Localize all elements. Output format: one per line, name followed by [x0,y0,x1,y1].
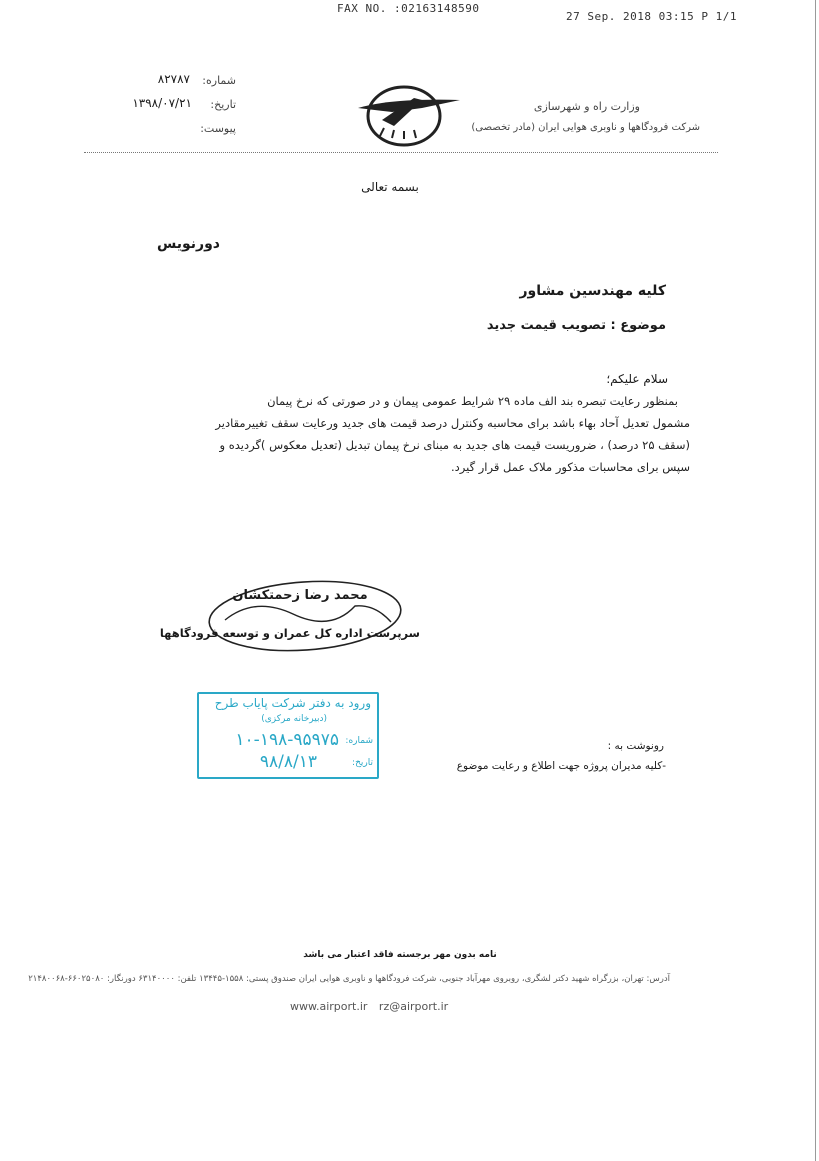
date-label: تاریخ: [210,98,236,111]
body-line: سپس برای محاسبات مذکور ملاک عمل قرار گیرد. [451,460,690,474]
fax-timestamp: 27 Sep. 2018 03:15 P 1/1 [566,10,737,23]
cc-label: رونوشت به : [607,740,664,752]
cc-item: -کلیه مدیران پروژه جهت اطلاع و رعایت موضوع [456,760,666,772]
letter-number: ۸۲۷۸۷ [157,72,190,86]
scan-edge-line [815,0,816,1161]
stamp-date: ۹۸/۸/۱۳ [259,752,317,772]
stamp-title: ورود به دفتر شرکت پایاب طرح [214,696,371,710]
signatory-name: محمد رضا زحمتکشان [232,588,368,603]
number-label: شماره: [202,74,236,87]
footer-contact [290,1000,480,1013]
footer-email: rz@airport.ir [378,1000,449,1013]
subject: موضوع : تصویب قیمت جدید [486,318,666,333]
letter-body [150,390,690,478]
footer-disclaimer: نامه بدون مهر برجسته فاقد اعتبار می باشد [303,950,497,960]
recipient: کلیه مهندسین مشاور [519,283,666,299]
footer-address: آدرس: تهران، بزرگراه شهید دکتر لشگری، روبروی مهرآباد جنوبی، شرکت فرودگاهها و ناوبری هوایی ایران صندوق پستی: ۱۵۵۸-۱۳۴۴۵ تلفن: ۶۳۱۴۰۰۰۰ دورنگار: ۶۶۰۲۵۰۸۰-۲۱۴۸۰۰۶۸ [28,974,670,984]
stamp-date-label: تاریخ: [352,758,373,768]
stamp-number-label: شماره: [345,736,373,746]
header-divider [84,152,718,153]
attachment-label: پیوست: [200,122,236,135]
ministry-name: وزارت راه و شهرسازی [533,100,640,113]
body-line: مشمول تعدیل آحاد بهاء باشد برای محاسبه وکنترل درصد قیمت های جدید ورعایت سقف تغییرمقادیر [215,416,690,430]
company-logo [352,78,462,148]
letter-date: ۱۳۹۸/۰۷/۲۱ [132,96,192,110]
company-name: شرکت فرودگاهها و ناوبری هوایی ایران (مادر تخصصی) [471,122,700,133]
invocation: بسمه تعالی [361,180,419,194]
document-type: دورنویس [156,236,220,252]
body-line: بمنظور رعایت تبصره بند الف ماده ۲۹ شرایط عمومی پیمان و در صورتی که نرخ پیمان [267,394,678,408]
stamp-number: ۱۰-۱۹۸-۹۵۹۷۵ [235,730,339,750]
fax-number: FAX NO. :02163148590 [337,2,480,15]
received-stamp [197,692,379,779]
signatory-title: سرپرست اداره کل عمران و توسعه فرودگاهها [159,626,420,640]
stamp-subtitle: (دبیرخانه مرکزی) [261,714,327,724]
footer-website: www.airport.ir [290,1000,368,1013]
body-line: (سقف ۲۵ درصد) ، ضروریست قیمت های جدید به مبنای نرخ پیمان تبدیل (تعدیل معکوس )گردیده و [219,438,690,452]
greeting: سلام علیکم؛ [606,372,668,386]
